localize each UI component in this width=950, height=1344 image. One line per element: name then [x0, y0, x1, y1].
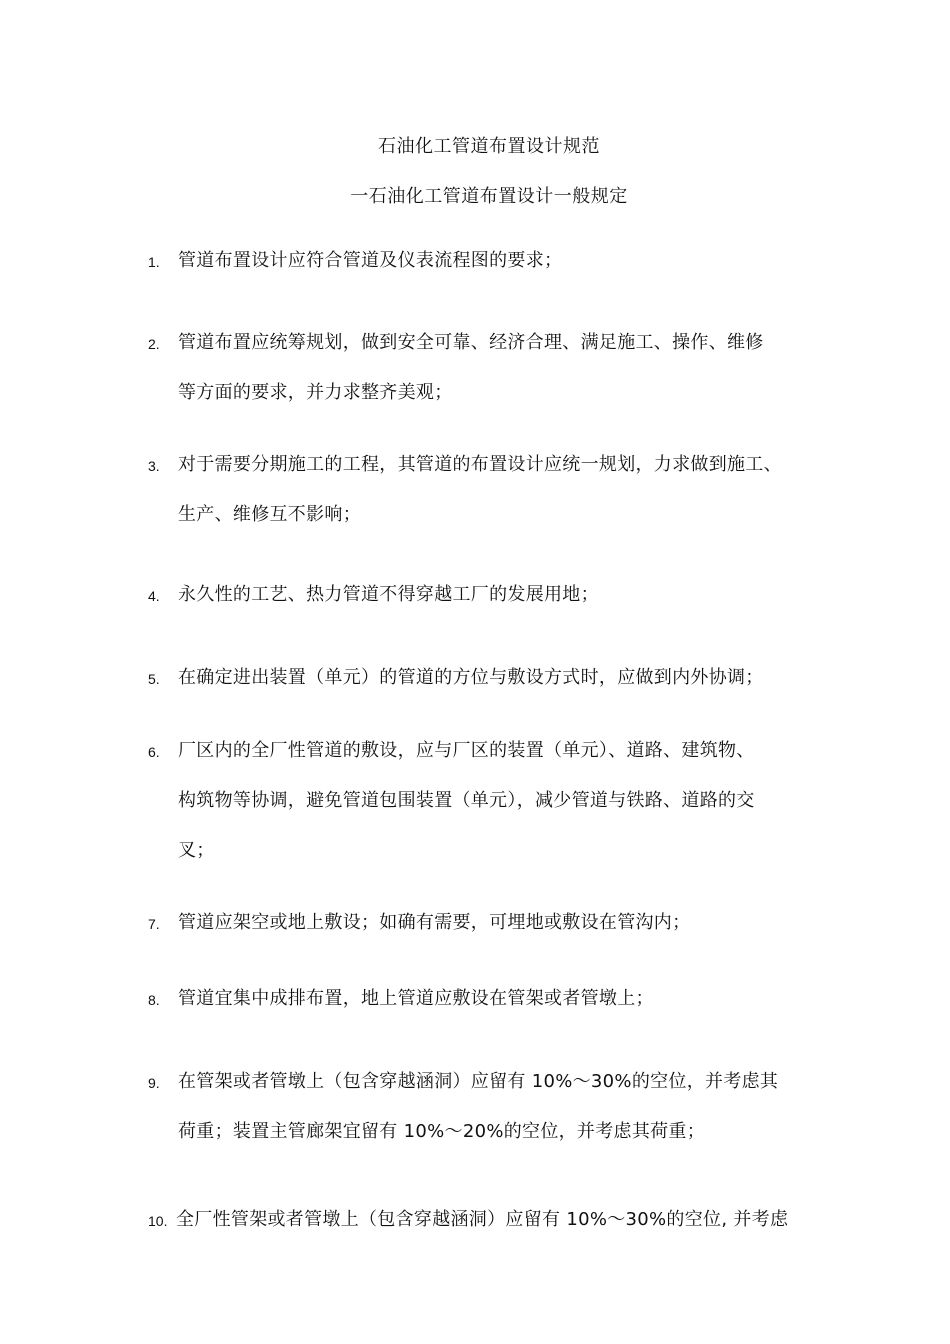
item-text	[178, 898, 850, 948]
item-line: 生产、维修互不影响；	[178, 504, 361, 525]
item-line: 在管架或者管墩上（包含穿越涵洞）应留有 10%〜30%的空位，并考虑其	[178, 1071, 779, 1092]
item-number: 4.	[148, 588, 160, 604]
item-line: 管道宜集中成排布置，地上管道应敷设在管架或者管墩上；	[178, 988, 654, 1009]
item-line: 全厂性管架或者管墩上（包含穿越涵洞）应留有 10%〜30%的空位, 并考虑	[176, 1209, 789, 1230]
item-line: 在确定进出装置（单元）的管道的方位与敷设方式时，应做到内外协调；	[178, 667, 764, 688]
item-line: 管道布置设计应符合管道及仪表流程图的要求；	[178, 250, 563, 271]
item-number: 2.	[148, 336, 160, 352]
item-line: 等方面的要求，并力求整齐美观；	[178, 382, 453, 403]
item-text	[178, 236, 850, 286]
item-number: 5.	[148, 671, 160, 687]
item-line: 叉；	[178, 840, 215, 861]
item-text	[178, 726, 850, 876]
document-subtitle: 一石油化工管道布置设计一般规定	[350, 186, 628, 207]
item-text	[178, 440, 850, 540]
item-text	[178, 570, 850, 620]
item-number: 6.	[148, 744, 160, 760]
item-number: 1.	[148, 254, 160, 270]
item-line: 荷重；装置主管廊架宜留有 10%〜20%的空位，并考虑其荷重；	[178, 1121, 706, 1142]
item-line: 构筑物等协调，避免管道包围装置（单元），减少管道与铁路、道路的交	[178, 790, 755, 811]
item-line: 管道应架空或地上敷设；如确有需要，可埋地或敷设在管沟内；	[178, 912, 691, 933]
item-text	[178, 653, 850, 703]
document-title: 石油化工管道布置设计规范	[378, 136, 600, 157]
item-text	[176, 1195, 848, 1245]
item-text	[178, 974, 850, 1024]
item-text	[178, 1057, 850, 1157]
item-line: 对于需要分期施工的工程，其管道的布置设计应统一规划，力求做到施工、	[178, 454, 782, 475]
item-number: 7.	[148, 916, 160, 932]
item-number: 9.	[148, 1075, 160, 1091]
item-number: 10.	[148, 1213, 168, 1229]
item-number: 8.	[148, 992, 160, 1008]
item-line: 厂区内的全厂性管道的敷设，应与厂区的装置（单元）、道路、建筑物、	[178, 740, 755, 761]
item-line: 永久性的工艺、热力管道不得穿越工厂的发展用地；	[178, 584, 599, 605]
item-line: 管道布置应统筹规划，做到安全可靠、经济合理、满足施工、操作、维修	[178, 332, 764, 353]
item-number: 3.	[148, 458, 160, 474]
item-text	[178, 318, 850, 418]
